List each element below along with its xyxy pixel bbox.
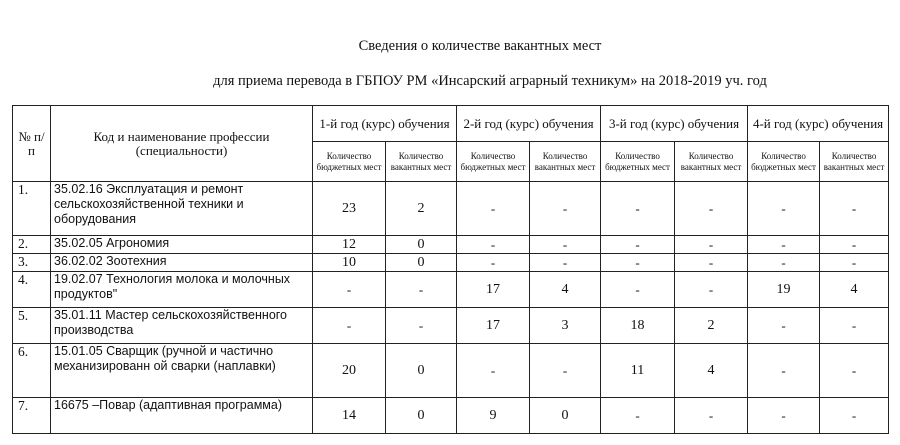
budget-places-cell: - xyxy=(748,254,820,272)
vacant-places-cell: - xyxy=(820,236,889,254)
profession-name: 36.02.02 Зоотехния xyxy=(51,254,313,272)
budget-places-cell: 17 xyxy=(457,308,530,344)
vacant-places-cell: - xyxy=(675,254,748,272)
vacant-places-cell: - xyxy=(386,272,457,308)
budget-places-cell: 10 xyxy=(313,254,386,272)
vacant-places-cell: 0 xyxy=(386,344,457,398)
profession-name: 35.01.11 Мастер сельскохозяйственного производства xyxy=(51,308,313,344)
vacant-places-cell: - xyxy=(820,254,889,272)
vacant-places-cell: - xyxy=(675,398,748,434)
row-number: 2. xyxy=(13,236,51,254)
vacant-places-cell: 0 xyxy=(386,254,457,272)
document-title: Сведения о количестве вакантных мест xyxy=(358,38,602,54)
header-year-4: 4-й год (курс) обучения xyxy=(748,106,889,142)
budget-places-cell: - xyxy=(601,254,675,272)
header-year-1: 1-й год (курс) обучения xyxy=(313,106,457,142)
vacant-places-cell: 3 xyxy=(530,308,601,344)
vacant-places-cell: - xyxy=(820,182,889,236)
budget-places-cell: 9 xyxy=(457,398,530,434)
table-row xyxy=(13,182,889,236)
budget-places-cell: 23 xyxy=(313,182,386,236)
vacant-places-cell: - xyxy=(675,182,748,236)
budget-places-cell: - xyxy=(601,398,675,434)
budget-places-cell: - xyxy=(748,398,820,434)
header-num: № п/п xyxy=(13,106,51,182)
budget-places-cell: - xyxy=(601,236,675,254)
budget-places-cell: 20 xyxy=(313,344,386,398)
profession-name: 15.01.05 Сварщик (ручной и частично механизированн ой сварки (наплавки) xyxy=(51,344,313,398)
budget-places-cell: - xyxy=(457,236,530,254)
vacant-places-cell: 0 xyxy=(386,398,457,434)
table-row xyxy=(13,236,889,254)
vacant-places-cell: 0 xyxy=(386,236,457,254)
budget-places-cell: 19 xyxy=(748,272,820,308)
header-budget: Количество бюджетных мест xyxy=(313,142,386,182)
row-number: 3. xyxy=(13,254,51,272)
table-row xyxy=(13,344,889,398)
budget-places-cell: - xyxy=(748,308,820,344)
table-row xyxy=(13,254,889,272)
vacant-places-cell: 4 xyxy=(530,272,601,308)
vacant-places-cell: - xyxy=(675,236,748,254)
vacant-places-cell: - xyxy=(530,236,601,254)
budget-places-cell: 14 xyxy=(313,398,386,434)
table-row xyxy=(13,398,889,434)
vacant-places-cell: - xyxy=(820,344,889,398)
budget-places-cell: - xyxy=(748,236,820,254)
budget-places-cell: - xyxy=(457,344,530,398)
row-number: 1. xyxy=(13,182,51,236)
header-budget: Количество бюджетных мест xyxy=(457,142,530,182)
budget-places-cell: - xyxy=(748,344,820,398)
budget-places-cell: - xyxy=(601,272,675,308)
table-row xyxy=(13,272,889,308)
header-vacant: Количество вакантных мест xyxy=(820,142,889,182)
budget-places-cell: - xyxy=(457,254,530,272)
vacant-places-cell: - xyxy=(530,344,601,398)
vacant-places-cell: 0 xyxy=(530,398,601,434)
profession-name: 35.02.16 Эксплуатация и ремонт сельскохозяйственной техники и оборудования xyxy=(51,182,313,236)
budget-places-cell: 17 xyxy=(457,272,530,308)
vacant-places-cell: - xyxy=(530,182,601,236)
row-number: 6. xyxy=(13,344,51,398)
table-row xyxy=(13,308,889,344)
row-number: 7. xyxy=(13,398,51,434)
header-vacant: Количество вакантных мест xyxy=(675,142,748,182)
vacant-places-cell: - xyxy=(820,308,889,344)
vacant-places-cell: 2 xyxy=(675,308,748,344)
vacant-places-cell: - xyxy=(820,398,889,434)
budget-places-cell: 11 xyxy=(601,344,675,398)
budget-places-cell: - xyxy=(601,182,675,236)
budget-places-cell: 12 xyxy=(313,236,386,254)
vacant-places-cell: - xyxy=(386,308,457,344)
document-subtitle: для приема перевода в ГБПОУ РМ «Инсарский аграрный техникум» на 2018-2019 уч. год xyxy=(213,73,767,89)
row-number: 4. xyxy=(13,272,51,308)
vacant-places-cell: - xyxy=(675,272,748,308)
header-year-2: 2-й год (курс) обучения xyxy=(457,106,601,142)
header-budget: Количество бюджетных мест xyxy=(601,142,675,182)
budget-places-cell: - xyxy=(313,308,386,344)
vacant-places-cell: 4 xyxy=(820,272,889,308)
vacant-places-cell: 4 xyxy=(675,344,748,398)
header-vacant: Количество вакантных мест xyxy=(530,142,601,182)
budget-places-cell: - xyxy=(457,182,530,236)
vacant-places-cell: - xyxy=(530,254,601,272)
profession-name: 35.02.05 Агрономия xyxy=(51,236,313,254)
header-name: Код и наименование профессии (специальности) xyxy=(51,106,313,182)
profession-name: 19.02.07 Технология молока и молочных продуктов" xyxy=(51,272,313,308)
header-budget: Количество бюджетных мест xyxy=(748,142,820,182)
header-vacant: Количество вакантных мест xyxy=(386,142,457,182)
profession-name: 16675 –Повар (адаптивная программа) xyxy=(51,398,313,434)
header-year-3: 3-й год (курс) обучения xyxy=(601,106,748,142)
vacant-places-cell: 2 xyxy=(386,182,457,236)
budget-places-cell: - xyxy=(748,182,820,236)
row-number: 5. xyxy=(13,308,51,344)
vacancies-table xyxy=(12,105,889,434)
budget-places-cell: - xyxy=(313,272,386,308)
budget-places-cell: 18 xyxy=(601,308,675,344)
